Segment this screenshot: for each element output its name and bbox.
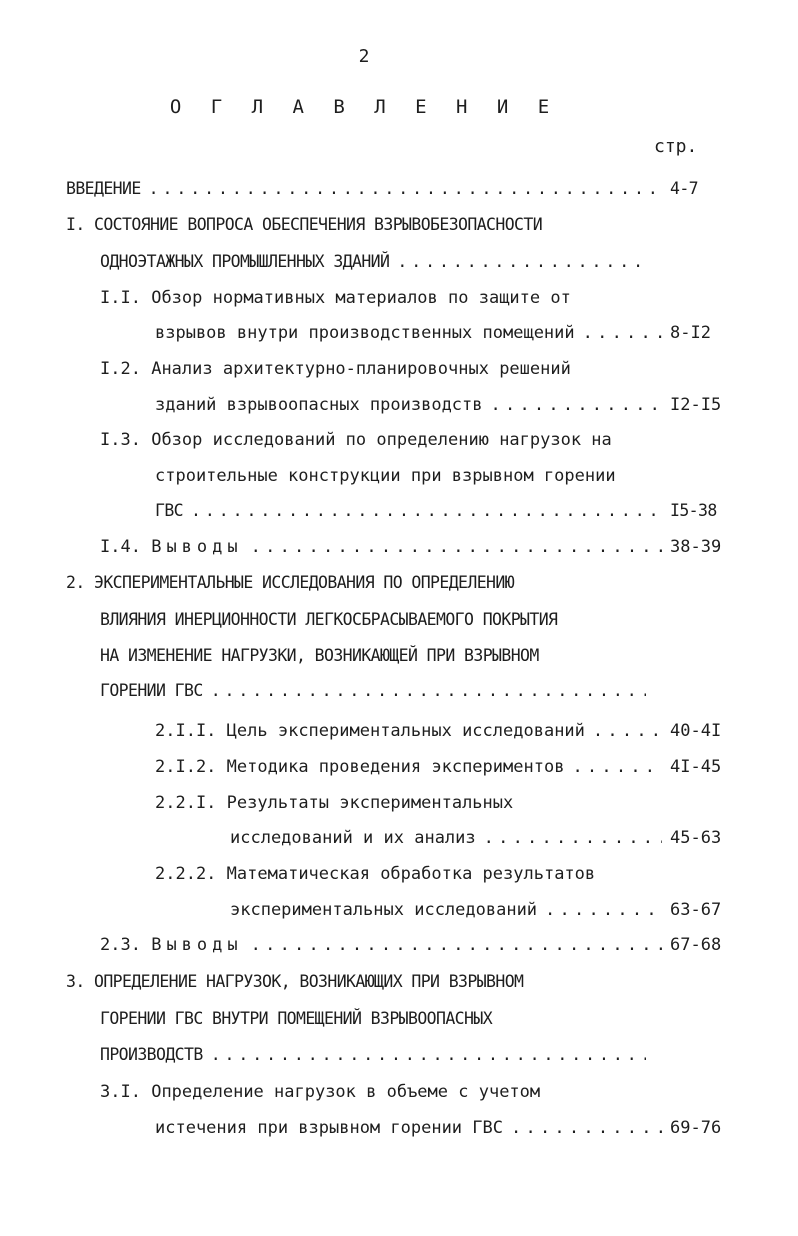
toc-chapter-3-line2 — [100, 1004, 492, 1034]
section-title: Цель экспериментальных исследований — [226, 721, 585, 741]
toc-section-1-3-line1 — [100, 425, 612, 455]
toc-chapter-2-line2 — [100, 605, 557, 635]
leader-dots — [251, 532, 662, 562]
leader-dots — [397, 247, 646, 277]
entry-title: ВВЕДЕНИЕ — [66, 179, 141, 198]
toc-chapter-3-line1 — [66, 967, 523, 997]
toc-section-3-1-line1 — [100, 1077, 540, 1107]
toc-section-2-1-1 — [155, 716, 728, 746]
leader-dots — [211, 1040, 646, 1070]
leader-dots — [593, 716, 662, 746]
entry-pages: 40-4I — [670, 721, 722, 741]
leader-dots — [545, 895, 662, 925]
toc-entry-intro — [66, 174, 728, 204]
toc-section-2-2-2-line1 — [155, 859, 595, 889]
toc-section-1-4 — [100, 532, 728, 562]
leader-dots — [484, 823, 662, 853]
section-title: Результаты экспериментальных — [226, 793, 514, 813]
chapter-title-cont: ГОРЕНИИ ГВС ВНУТРИ ПОМЕЩЕНИЙ ВЗРЫВООПАСНЫХ — [100, 1009, 493, 1028]
entry-pages: I5-38 — [670, 501, 717, 520]
entry-pages: 8-I2 — [670, 323, 711, 343]
chapter-title-cont: ПРОИЗВОДСТВ — [100, 1045, 203, 1064]
page-number: 2 — [358, 46, 370, 67]
entry-pages: I2-I5 — [670, 395, 722, 415]
section-number: 2.2.I. — [155, 793, 217, 813]
chapter-number: I. — [66, 215, 85, 234]
section-title: Определение нагрузок в объеме с учетом — [151, 1082, 541, 1102]
chapter-title-cont: ОДНОЭТАЖНЫХ ПРОМЫШЛЕННЫХ ЗДАНИЙ — [100, 252, 390, 271]
section-title: Выводы — [151, 537, 243, 557]
section-title-cont: истечения при взрывном горении ГВС — [155, 1118, 503, 1138]
toc-chapter-2-line3 — [100, 641, 539, 671]
section-number: 2.I.2. — [155, 757, 217, 777]
entry-pages: 45-63 — [670, 828, 722, 848]
leader-dots — [511, 1113, 662, 1143]
section-title-cont: исследований и их анализ — [230, 828, 476, 848]
section-number: 3.I. — [100, 1082, 141, 1102]
toc-section-2-3 — [100, 930, 728, 960]
entry-pages: 69-76 — [670, 1118, 722, 1138]
leader-dots — [491, 390, 662, 420]
entry-pages: 4I-45 — [670, 757, 722, 777]
leader-dots — [251, 930, 662, 960]
toc-section-1-3-line2 — [155, 461, 616, 491]
section-title: Обзор нормативных материалов по защите от — [151, 288, 571, 308]
toc-chapter-2-line4 — [100, 676, 646, 706]
toc-section-1-1-line2 — [155, 318, 728, 348]
section-title-cont: взрывов внутри производственных помещений — [155, 323, 575, 343]
chapter-title-cont: НА ИЗМЕНЕНИЕ НАГРУЗКИ, ВОЗНИКАЮЩЕЙ ПРИ ВЗРЫВНОМ — [100, 646, 539, 665]
chapter-title: ЭКСПЕРИМЕНТАЛЬНЫЕ ИССЛЕДОВАНИЯ ПО ОПРЕДЕЛЕНИЮ — [94, 573, 515, 592]
chapter-title-cont: ВЛИЯНИЯ ИНЕРЦИОННОСТИ ЛЕГКОСБРАСЫВАЕМОГО ПОКРЫТИЯ — [100, 610, 558, 629]
section-title-cont: строительные конструкции при взрывном горении — [155, 466, 616, 486]
section-title: Выводы — [151, 935, 243, 955]
section-number: 2.I.I. — [155, 721, 217, 741]
leader-dots — [211, 676, 646, 706]
section-title-cont: зданий взрывоопасных производств — [155, 395, 483, 415]
section-number: 2.3. — [100, 935, 141, 955]
toc-chapter-1-line1 — [66, 210, 542, 240]
section-title: Обзор исследований по определению нагрузок на — [151, 430, 612, 450]
toc-section-2-2-1-line2 — [230, 823, 728, 853]
chapter-number: 2. — [66, 573, 85, 592]
section-title: Методика проведения экспериментов — [226, 757, 565, 777]
document-title: О Г Л А В Л Е Н И Е — [169, 96, 559, 118]
toc-section-2-2-1-line1 — [155, 788, 513, 818]
chapter-title: СОСТОЯНИЕ ВОПРОСА ОБЕСПЕЧЕНИЯ ВЗРЫВОБЕЗОПАСНОСТИ — [94, 215, 543, 234]
entry-pages: 63-67 — [670, 900, 722, 920]
section-number: I.4. — [100, 537, 141, 557]
section-number: I.2. — [100, 359, 141, 379]
section-title-cont: ГВС — [155, 501, 184, 520]
leader-dots — [583, 318, 662, 348]
toc-chapter-2-line1 — [66, 568, 514, 598]
leader-dots — [191, 496, 662, 526]
toc-section-1-2-line1 — [100, 354, 571, 384]
toc-section-1-2-line2 — [155, 390, 728, 420]
page-column-header: стр. — [654, 136, 698, 157]
entry-pages: 38-39 — [670, 537, 722, 557]
toc-section-1-1-line1 — [100, 283, 571, 313]
section-title: Анализ архитектурно-планировочных решений — [151, 359, 571, 379]
entry-pages: 67-68 — [670, 935, 722, 955]
chapter-title-cont: ГОРЕНИИ ГВС — [100, 681, 203, 700]
section-title: Математическая обработка результатов — [226, 864, 596, 884]
chapter-title: ОПРЕДЕЛЕНИЕ НАГРУЗОК, ВОЗНИКАЮЩИХ ПРИ ВЗРЫВНОМ — [94, 972, 524, 991]
toc-chapter-3-line3 — [100, 1040, 646, 1070]
section-title-cont: экспериментальных исследований — [230, 900, 538, 920]
toc-section-2-1-2 — [155, 752, 728, 782]
toc-section-2-2-2-line2 — [230, 895, 728, 925]
leader-dots — [149, 174, 662, 204]
toc-section-1-3-line3 — [155, 496, 728, 526]
toc-chapter-1-line2 — [100, 247, 646, 277]
leader-dots — [572, 752, 662, 782]
section-number: I.I. — [100, 288, 141, 308]
toc-section-3-1-line2 — [155, 1113, 728, 1143]
section-number: 2.2.2. — [155, 864, 217, 884]
entry-pages: 4-7 — [670, 179, 699, 198]
section-number: I.3. — [100, 430, 141, 450]
chapter-number: 3. — [66, 972, 85, 991]
